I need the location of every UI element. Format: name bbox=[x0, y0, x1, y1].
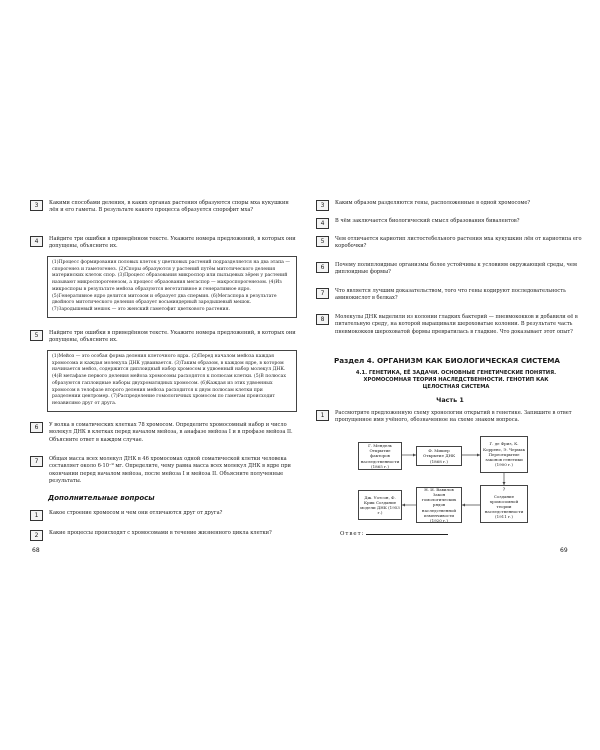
answer-line[interactable] bbox=[340, 531, 448, 537]
question-4 bbox=[316, 218, 584, 229]
chromosome-theory: Создание хромосомной теории наследственности (1911 г.) bbox=[484, 493, 524, 520]
diagram-box-vavilov: Н. И. Вавилов Закон гомологических рядов наследственной изменчивости (1920 г.) bbox=[416, 487, 462, 523]
question-3 bbox=[316, 200, 584, 211]
diagram-box-unknown bbox=[480, 485, 528, 523]
question-number: 6 bbox=[30, 422, 43, 433]
question-number: 5 bbox=[30, 330, 43, 341]
question-number: 6 bbox=[316, 262, 329, 273]
question-6 bbox=[316, 262, 584, 277]
question-3 bbox=[30, 200, 300, 215]
diagram-box-de-vries: Г. де Фриз, К. Корренс, Э. Чермак Переоткрытие законов генетики (1900 г.) bbox=[480, 436, 528, 473]
part-title: Часть 1 bbox=[436, 396, 464, 404]
question-4 bbox=[30, 236, 300, 251]
question-number: 1 bbox=[316, 410, 329, 421]
diagram-box-mendel: Г. Мендель Открытие факторов наследственности (1865 г.) bbox=[358, 442, 402, 470]
extra-question-2 bbox=[30, 530, 300, 541]
section-title: Раздел 4. ОРГАНИЗМ КАК БИОЛОГИЧЕСКАЯ СИСТЕМА bbox=[334, 356, 560, 365]
question-number: 7 bbox=[316, 288, 329, 299]
extra-question-1 bbox=[30, 510, 300, 521]
question-text: В чём заключается биологический смысл образования бивалентов? bbox=[335, 218, 520, 224]
question-number: 3 bbox=[30, 200, 43, 211]
question-number: 5 bbox=[316, 236, 329, 247]
diagram-box-watson-crick: Дж. Уотсон, Ф. Крик Создание модели ДНК (1953 г.) bbox=[358, 490, 402, 520]
question-text: Какие процессы происходят с хромосомами в течение жизненного цикла клетки? bbox=[49, 530, 272, 536]
text-box-5: (1)Мейоз — это особая форма деления клеточного ядра. (2)Перед началом мейоза каждая хромосома и каждая молекула ДНК удваивается. (3)Таким образом, в каждом ядре, в котором начинается мейоз, содержится диплоидный набор хромосом и удвоенный набор молекул ДНК. (4)В метафазе первого деления мейоза хромосомы расходятся к полюсам клетки. (5)В полюсах образуются гаплоидные наборы двухроматидных хромосом. (6)Каждая из этих удвоенных хромосом в телофазе второго деления мейоза расходится к двум полюсам клетки при разделении центромер. (7)Распределение гомологичных хромосом по гаметам происходит независимо друг от друга. bbox=[47, 350, 297, 412]
question-text: Чем отличается кариотип листостебельного растения мха кукушкин лён от кариотипа его коробочки? bbox=[335, 236, 582, 250]
question-6 bbox=[30, 422, 300, 444]
extra-questions-title: Дополнительные вопросы bbox=[48, 494, 155, 502]
question-number: 3 bbox=[316, 200, 329, 211]
answer-label: Ответ: bbox=[340, 531, 365, 537]
question-7 bbox=[316, 288, 584, 303]
page-number-right: 69 bbox=[560, 547, 568, 554]
question-number: 1 bbox=[30, 510, 43, 521]
question-text: Что является лучшим доказательством, того что гены кодируют последовательность аминокислот в белках? bbox=[335, 288, 566, 302]
question-text: Какое строение хромосом и чем они отличаются друг от друга? bbox=[49, 510, 223, 516]
question-text: Какими способами деления, в каких органах растения образуются споры мха кукушкин лён и его гаметы. В результате какого процесса образуется спорофит мха? bbox=[49, 200, 289, 214]
problem-1 bbox=[316, 410, 584, 425]
question-mark: ? bbox=[502, 487, 506, 494]
question-number: 4 bbox=[316, 218, 329, 229]
question-text: Почему полиплоидные организмы более устойчивы к условиям окружающей среды, чем диплоидные формы? bbox=[335, 262, 577, 276]
text-box-4: (1)Процесс формирования половых клеток у цветковых растений подразделяется на два этапа — спорогенез и гаметогенез. (2)Споры образуются у растений путём митотического деления материнских клеток спор. (3)Процесс образования микроспор или пыльцевых зёрен у растений называют микроспорогенезом, а процесс образования мегаспор — макроспорогенезом. (4)Из микроспоры в результате мейоза образуются вегетативное и генеративное ядро. (5)Генеративное ядро делится митозом и образует два спермия. (6)Мегаспора в результате двойного митотического деления образует восьмиядерный зародышевый мешок. (7)Зародышевый мешок — это женский гаметофит цветкового растения. bbox=[47, 256, 297, 318]
question-5 bbox=[316, 236, 584, 251]
question-5 bbox=[30, 330, 300, 345]
answer-blank[interactable] bbox=[366, 534, 448, 535]
topic-title: 4.1. ГЕНЕТИКА, ЕЁ ЗАДАЧИ. ОСНОВНЫЕ ГЕНЕТИЧЕСКИЕ ПОНЯТИЯ. ХРОМОСОМНАЯ ТЕОРИЯ НАСЛЕДСТВЕННОСТИ. ГЕНОТИП КАК ЦЕЛОСТНАЯ СИСТЕМА bbox=[355, 370, 557, 390]
right-page bbox=[316, 190, 584, 565]
question-text: Найдите три ошибки в приведённом тексте. Укажите номера предложений, в которых они допущены, объясните их. bbox=[49, 330, 296, 344]
left-page bbox=[30, 190, 300, 565]
question-8 bbox=[316, 314, 584, 336]
page-number-left: 68 bbox=[32, 547, 40, 554]
question-number: 2 bbox=[30, 530, 43, 541]
question-number: 7 bbox=[30, 456, 43, 467]
diagram-box-misher: Ф. Мишер Открытие ДНК (1868 г.) bbox=[416, 446, 462, 466]
question-text: Найдите три ошибки в приведённом тексте. Укажите номера предложений, в которых они допущены, объясните их. bbox=[49, 236, 296, 250]
question-text: Каким образом разделяются гены, расположенные в одной хромосоме? bbox=[335, 200, 531, 206]
question-text: Молекулы ДНК выделили из колонии гладких бактерий — пневмококков и добавили её в питательную среду, на которой выращивали шероховатые колонии. В результате часть пневмококков шероховатой формы превратилась в гладкие. Что доказывает этот опыт? bbox=[335, 314, 578, 335]
question-text: У волка в соматических клетках 78 хромосом. Определите хромосомный набор и число молекул ДНК в клетках перед началом мейоза, в анафазе мейоза I и в профазе мейоза II. Объясните ответ в каждом случае. bbox=[49, 422, 293, 443]
question-number: 4 bbox=[30, 236, 43, 247]
question-7 bbox=[30, 456, 300, 486]
question-number: 8 bbox=[316, 314, 329, 325]
question-text: Рассмотрите предложенную схему хронологии открытий в генетике. Запишите в ответ пропущенное имя учёного, обозначенное на схеме знаком вопроса. bbox=[335, 410, 572, 424]
question-text: Общая масса всех молекул ДНК в 46 хромосомах одной соматической клетки человека составляет около 6·10⁻⁹ мг. Определите, чему равна масса всех молекул ДНК в ядре при окончании перед началом мейоза, после мейоза I и мейоза II. Объясните полученные результаты. bbox=[49, 456, 291, 485]
